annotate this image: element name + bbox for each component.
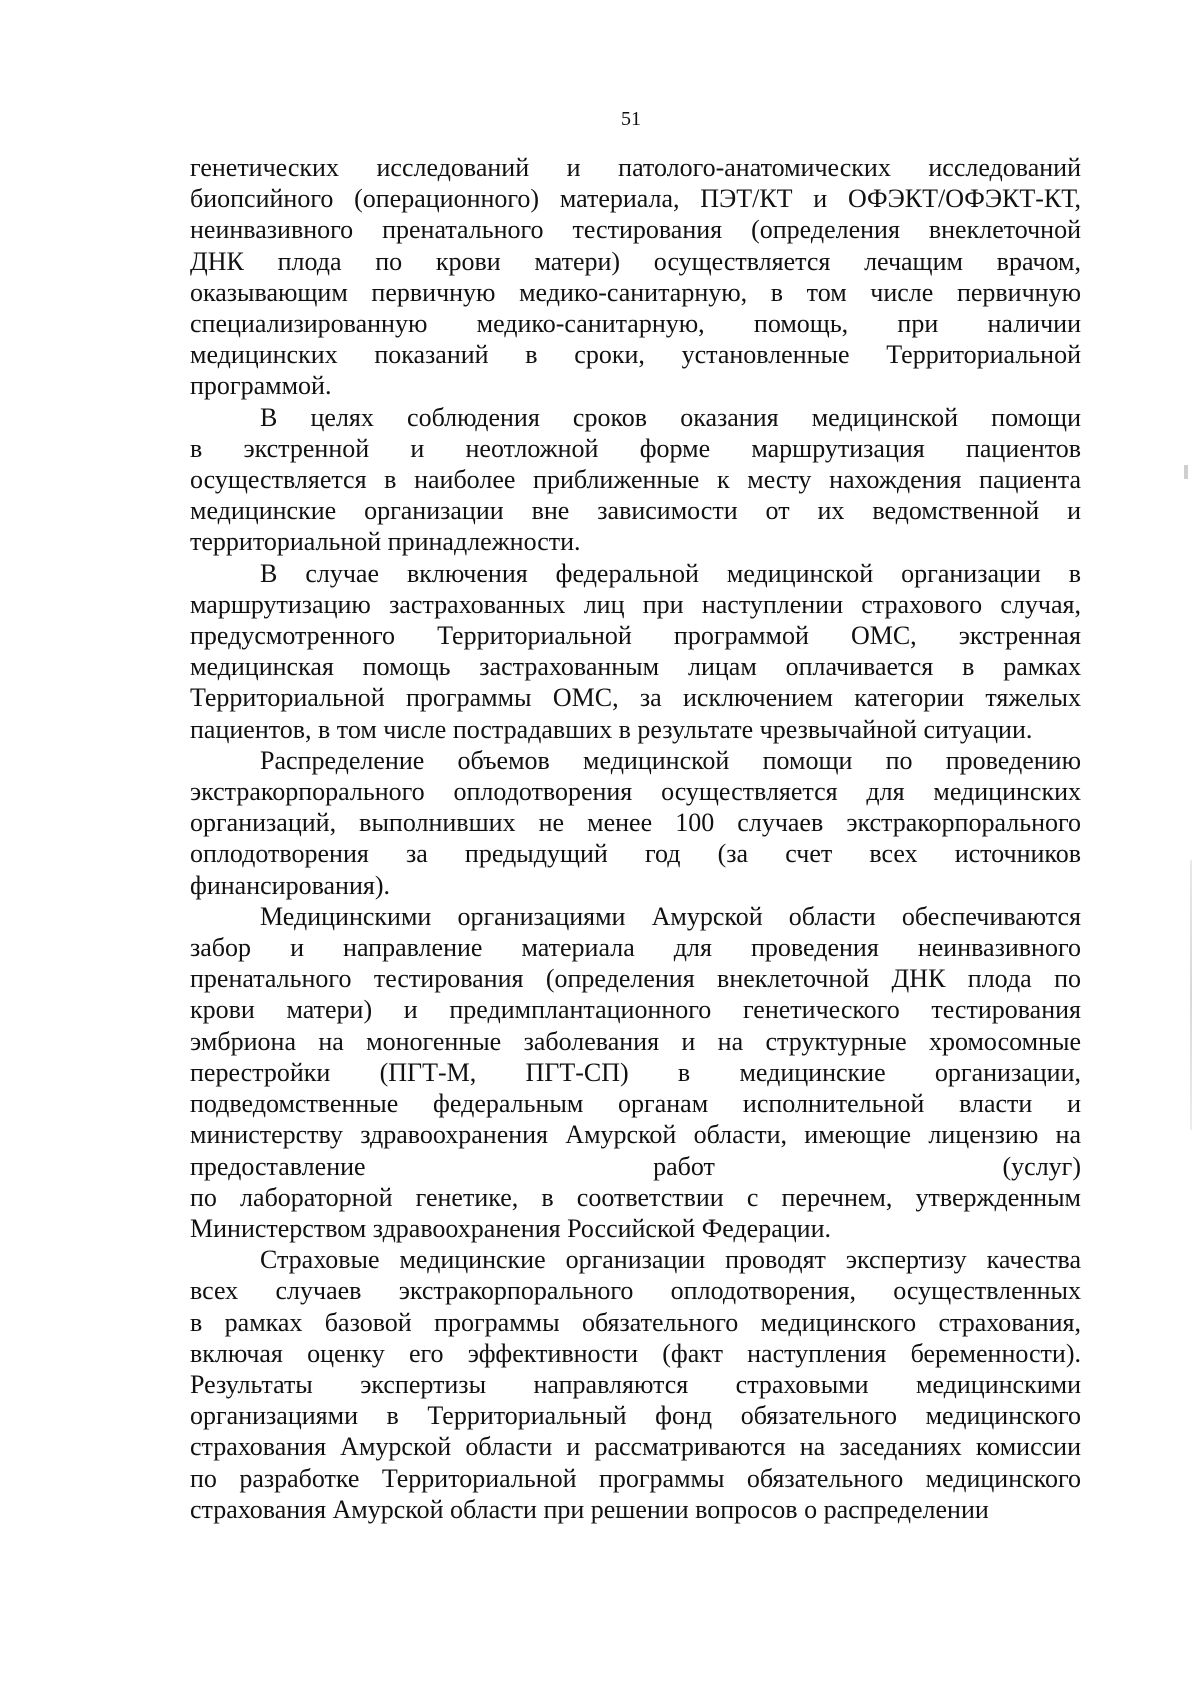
page-number: 51 (621, 108, 641, 130)
text-line: генетических исследований и патолого-анатомических исследований (190, 153, 1081, 182)
text-line: забор и направление материала для проведения неинвазивного (190, 933, 1081, 963)
text-line: ДНК плода по крови матери) осуществляется лечащим врачом, (190, 246, 1081, 276)
text-line: Территориальной программы ОМС, за исключением категории тяжелых (190, 683, 1081, 713)
text-line: Распределение объемов медицинской помощи по проведению (260, 745, 1081, 775)
text-line: Результаты экспертизы направляются страховыми медицинскими (190, 1369, 1081, 1399)
text-line: пренатального тестирования (определения внеклеточной ДНК плода по (190, 964, 1081, 994)
text-line: страхования Амурской области и рассматриваются на заседаниях комиссии (190, 1432, 1081, 1462)
text-line: пациентов, в том числе пострадавших в результате чрезвычайной ситуации. (190, 714, 1033, 744)
paragraph (190, 402, 1081, 558)
text-line: министерству здравоохранения Амурской области, имеющие лицензию на (190, 1120, 1081, 1150)
text-line: осуществляется в наиболее приближенные к месту нахождения пациента (190, 465, 1081, 495)
text-line: эмбриона на моногенные заболевания и на структурные хромосомные (190, 1026, 1081, 1056)
text-line: программой. (190, 371, 332, 401)
text-line: В целях соблюдения сроков оказания медицинской помощи (260, 402, 1081, 432)
text-line: В случае включения федеральной медицинской организации в (260, 558, 1081, 588)
text-line: по лабораторной генетике, в соответствии с перечнем, утвержденным (190, 1182, 1081, 1212)
scan-edge-artifact (1190, 860, 1192, 1130)
document-body (190, 152, 1081, 1525)
text-line: организациями в Территориальный фонд обязательного медицинского (190, 1401, 1081, 1431)
text-line: неинвазивного пренатального тестирования (определения внеклеточной (190, 215, 1081, 245)
text-line: маршрутизацию застрахованных лиц при наступлении страхового случая, (190, 589, 1081, 619)
text-line: медицинская помощь застрахованным лицам оплачивается в рамках (190, 652, 1081, 682)
text-line: страхования Амурской области при решении вопросов о распределении (190, 1494, 989, 1524)
text-line: медицинских показаний в сроки, установленные Территориальной (190, 340, 1081, 370)
text-line: Медицинскими организациями Амурской области обеспечиваются (260, 901, 1081, 931)
text-line: оплодотворения за предыдущий год (за счет всех источников (190, 839, 1081, 869)
text-line: предоставление работ (услуг) (190, 1151, 1081, 1181)
text-line: медицинские организации вне зависимости от их ведомственной и (190, 496, 1081, 526)
text-line: перестройки (ПГТ-М, ПГТ-СП) в медицинские организации, (190, 1057, 1081, 1087)
text-line: в экстренной и неотложной форме маршрутизация пациентов (190, 433, 1081, 463)
text-line: оказывающим первичную медико-санитарную, в том числе первичную (190, 277, 1081, 307)
text-line: специализированную медико-санитарную, помощь, при наличии (190, 309, 1081, 339)
text-line: всех случаев экстракорпорального оплодотворения, осуществленных (190, 1276, 1081, 1306)
paragraph (190, 901, 1081, 1244)
text-line: включая оценку его эффективности (факт наступления беременности). (190, 1338, 1081, 1368)
text-line: по разработке Территориальной программы обязательного медицинского (190, 1463, 1081, 1493)
scan-artifact (1184, 465, 1188, 479)
paragraph (190, 558, 1081, 745)
text-line: в рамках базовой программы обязательного медицинского страхования, (190, 1307, 1081, 1337)
text-line: территориальной принадлежности. (190, 527, 581, 557)
text-line: финансирования). (190, 870, 391, 900)
text-line: биопсийного (операционного) материала, ПЭТ/КТ и ОФЭКТ/ОФЭКТ-КТ, (190, 184, 1081, 214)
paragraph (190, 152, 1081, 402)
text-line: Страховые медицинские организации проводят экспертизу качества (260, 1245, 1081, 1275)
paragraph (190, 745, 1081, 901)
paragraph (190, 1244, 1081, 1525)
text-line: подведомственные федеральным органам исполнительной власти и (190, 1089, 1081, 1119)
text-line: предусмотренного Территориальной программой ОМС, экстренная (190, 621, 1081, 651)
text-line: организаций, выполнивших не менее 100 случаев экстракорпорального (190, 808, 1081, 838)
text-line: экстракорпорального оплодотворения осуществляется для медицинских (190, 777, 1081, 807)
text-line: Министерством здравоохранения Российской Федерации. (190, 1213, 831, 1243)
text-line: крови матери) и предимплантационного генетического тестирования (190, 995, 1081, 1025)
